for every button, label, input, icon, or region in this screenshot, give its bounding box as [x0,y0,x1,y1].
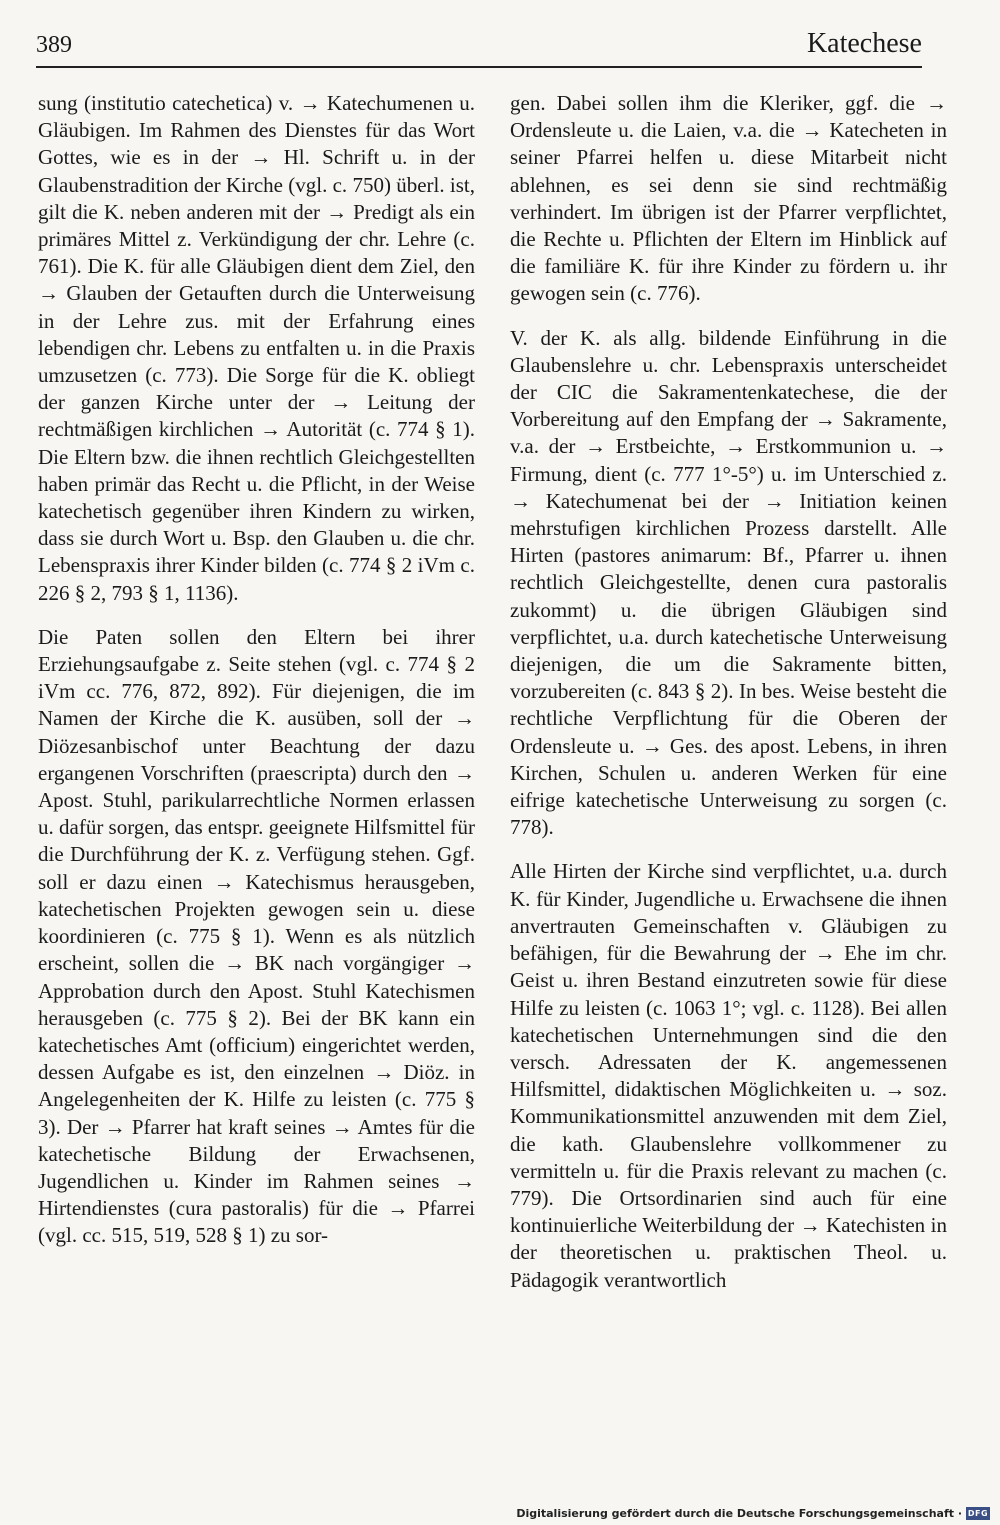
page-header [36,28,922,68]
dfg-logo-icon: DFG [967,1509,989,1518]
header-rule [36,66,922,68]
footer-text: Digitalisierung gefördert durch die Deutsche Forschungsgemeinschaft · [516,1507,962,1520]
page-number: 389 [36,32,72,58]
right-column [510,90,947,1294]
paragraph: V. der K. als allg. bildende Einführung in die Glaubenslehre u. chr. Lebenspraxis unterscheidet der CIC die Sakramentenkatechese, die der Vorbereitung auf den Empfang der → Sakramente, v.a. der → Erstbeichte, → Erstkommunion u. → Firmung, dient (c. 777 1°-5°) u. im Unterschied z. → Katechumenat bei der → Initiation keinen mehrstufigen kirchlichen Prozess darstellt. Alle Hirten (pastores animarum: Bf., Pfarrer u. ihnen rechtlich Gleichgestellte, denen cura pastoralis zukommt) u. die übrigen Gläubigen sind verpflichtet, u.a. durch katechetische Unterweisung diejenigen, die um die Sakramente bitten, vorzubereiten (c. 843 § 2). In bes. Weise besteht die rechtliche Verpflichtung für die Oberen der Ordensleute u. → Ges. des apost. Lebens, in ihren Kirchen, Schulen u. anderen Werken für eine eifrige katechetische Unterweisung zu sorgen (c. 778). [510,325,947,840]
paragraph: Die Paten sollen den Eltern bei ihrer Erziehungsaufgabe z. Seite stehen (vgl. c. 774 § 2 iVm cc. 776, 872, 892). Für diejenigen, die im Namen der Kirche die K. ausüben, soll der → Diözesanbischof unter Beachtung der dazu ergangenen Vorschriften (praescripta) durch den → Apost. Stuhl, parikularrechtliche Normen erlassen u. dafür sorgen, das entspr. geeignete Hilfsmittel für die Durchführung der K. z. Verfügung stehen. Ggf. soll er dazu einen → Katechismus herausgeben, katechetischen Projekten gewogen sein u. diese koordinieren (c. 775 § 1). Wenn es als nützlich erscheint, sollen die → BK nach vorgängiger → Approbation durch den Apost. Stuhl Katechismen herausgeben (c. 775 § 2). Bei der BK kann ein katechetisches Amt (officium) eingerichtet werden, dessen Aufgabe es ist, den einzelnen → Diöz. in Angelegenheiten der K. Hilfe zu leisten (c. 775 § 3). Der → Pfarrer hat kraft seines → Amtes für die katechetische Bildung der Erwachsenen, Jugendlichen u. Kinder im Rahmen seines → Hirtendienstes (cura pastoralis) für die → Pfarrei (vgl. cc. 515, 519, 528 § 1) zu sor- [38,624,476,1248]
paragraph: sung (institutio catechetica) v. → Katechumenen u. Gläubigen. Im Rahmen des Dienstes für das Wort Gottes, wie es in der → Hl. Schrift u. in der Glaubenstradition der Kirche (vgl. c. 750) überl. ist, gilt die K. neben anderen mit der → Predigt als ein primäres Mittel z. Verkündigung der chr. Lehre (c. 761). Die K. für alle Gläubigen dient dem Ziel, den → Glauben der Getauften durch die Unterweisung in der Lehre zus. mit der Erfahrung eines lebendigen chr. Lebens zu entfalten u. in die Praxis umzusetzen (c. 773). Die Sorge für die K. obliegt der ganzen Kirche unter der → Leitung der rechtmäßigen kirchlichen → Autorität (c. 774 § 1). Die Eltern bzw. die ihnen rechtlich Gleichgestellten haben primär das Recht u. die Pflicht, in der Weise katechetisch gegenüber ihren Kindern zu wirken, dass sie durch Wort u. Bsp. den Glauben u. die chr. Lebenspraxis ihrer Kinder bilden (c. 774 § 2 iVm c. 226 § 2, 793 § 1, 1136). [38,91,475,605]
digitization-footer [516,1507,990,1520]
paragraph: Alle Hirten der Kirche sind verpflichtet, u.a. durch K. für Kinder, Jugendliche u. Erwachsene die ihnen anvertrauten Gemeinschaften v. Gläubigen zu befähigen, für die Bewahrung der → Ehe im chr. Geist u. ihren Bestand einzutreten sowie für diese Hilfe zu leisten (c. 1063 1°; vgl. c. 1128). Bei allen katechetischen Unternehmungen sind die den versch. Adressaten der K. angemessenen Hilfsmittel, didaktischen Möglichkeiten u. → soz. Kommunikationsmittel anzuwenden mit dem Ziel, die kath. Glaubenslehre vollkommener zu vermitteln u. für die Praxis relevant zu machen (c. 779). Die Ortsordinarien sind auch für eine kontinuierliche Weiterbildung der → Katechisten in der theoretischen u. praktischen Theol. u. Pädagogik verantwortlich [510,859,947,1292]
left-column [38,90,475,1250]
paragraph: gen. Dabei sollen ihm die Kleriker, ggf. die → Ordensleute u. die Laien, v.a. die → Katecheten in seiner Pfarrei helfen u. diese Mitarbeit nicht ablehnen, es sei denn sie sind rechtmäßig verhindert. Im übrigen ist der Pfarrer verpflichtet, die Rechte u. Pflichten der Eltern im Hinblick auf die familiäre K. für ihre Kinder zu fördern u. ihr gewogen sein (c. 776). [510,91,947,306]
running-head: Katechese [806,28,922,59]
